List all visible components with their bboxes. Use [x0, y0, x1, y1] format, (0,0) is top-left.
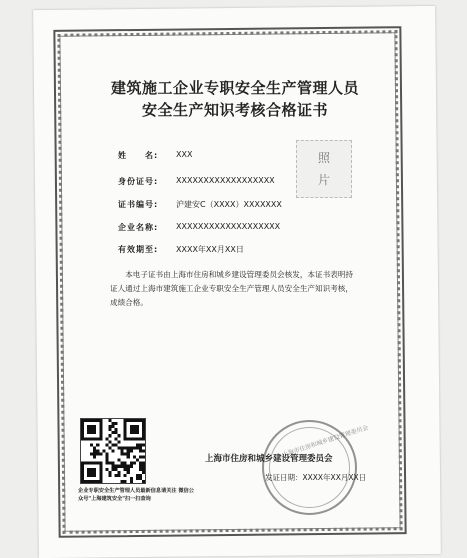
field-company-label: 企业名称: — [118, 223, 159, 232]
issue-date: 发证日期：XXXX年XX月XX日 — [265, 473, 367, 482]
certificate-title-line1: 建筑施工企业专职安全生产管理人员 — [110, 79, 359, 97]
issuer-name: 上海市住房和城乡建设管理委员会 — [205, 454, 333, 464]
field-name-value: XXX — [176, 150, 193, 159]
official-seal-text: 上海市住房和城乡建设管理委员会 — [281, 424, 370, 459]
field-id-number-label: 身份证号: — [118, 177, 159, 186]
qr-caption: 企业专职安全生产管理人员最新信息请关注 微信公众号"上海建筑安全"扫一扫查询 — [78, 488, 194, 502]
field-valid-until-value: XXXX年XX月XX日 — [176, 245, 244, 254]
photo-placeholder — [296, 140, 352, 198]
certificate-title-line2: 安全生产知识考核合格证书 — [141, 101, 328, 119]
photo-placeholder-text-1: 照 — [317, 151, 330, 165]
field-company-value: XXXXXXXXXXXXXXXXXXX — [176, 222, 281, 231]
field-name-label: 姓 名: — [118, 151, 159, 160]
qr-code[interactable] — [80, 418, 146, 484]
certificate-statement: 本电子证书由上海市住房和城乡建设管理委员会核发，本证书表明持证人通过上海市建筑施工企业专职安全生产管理人员安全生产知识考核，成绩合格。 — [110, 270, 353, 307]
photo-placeholder-text-2: 片 — [317, 173, 330, 187]
field-id-number-value: XXXXXXXXXXXXXXXXXX — [176, 176, 275, 185]
field-cert-number-value: 沪建安C（XXXX）XXXXXXX — [176, 200, 282, 209]
field-valid-until-label: 有效期至: — [118, 245, 159, 254]
field-cert-number-label: 证书编号: — [118, 200, 159, 209]
